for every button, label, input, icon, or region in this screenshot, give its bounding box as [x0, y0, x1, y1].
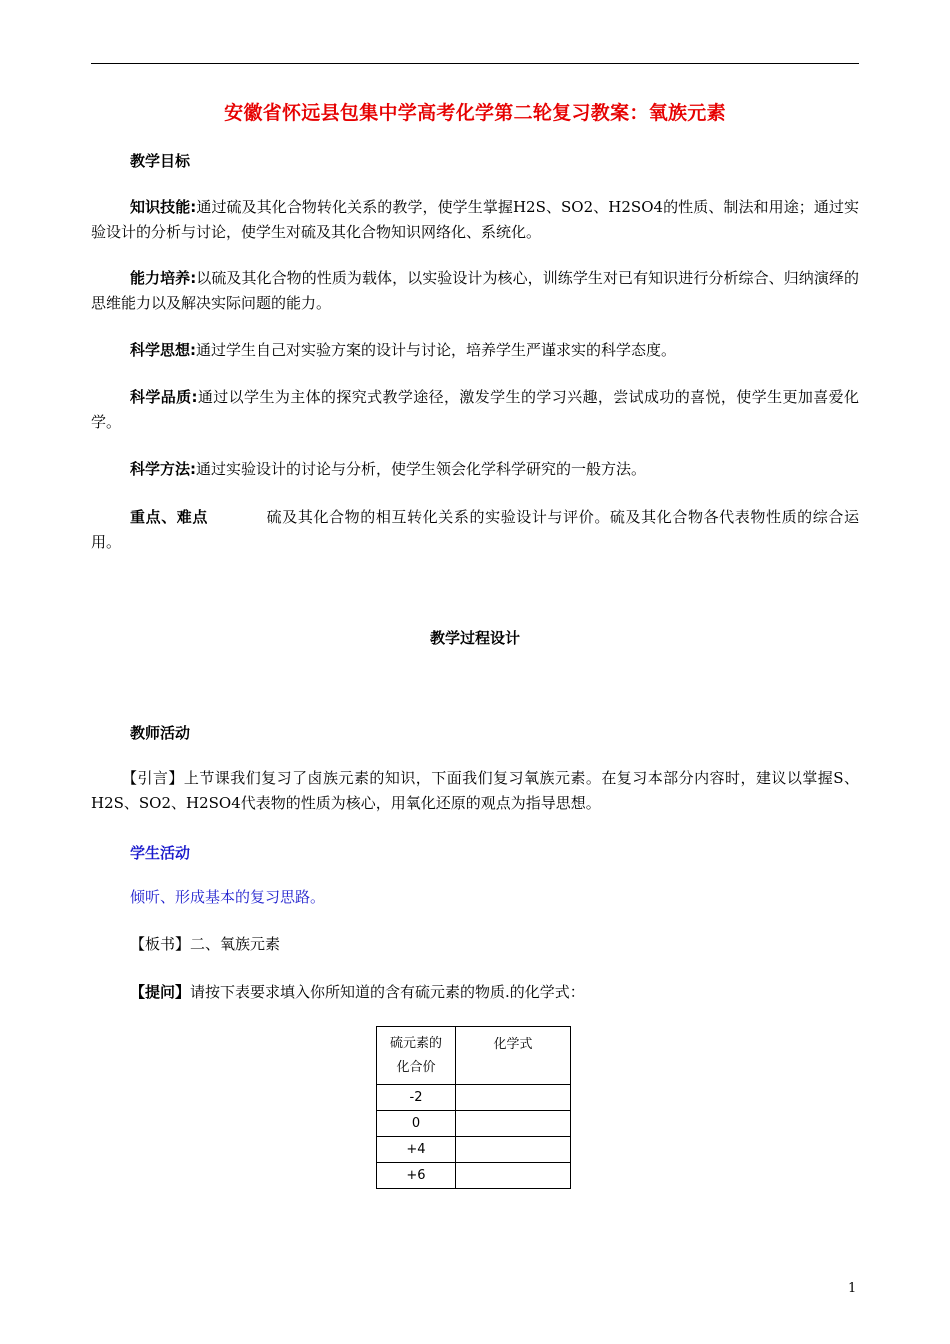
valence-header-cell	[377, 1027, 456, 1085]
formula-header-cell: 化学式	[456, 1027, 571, 1085]
goal-text: 以硫及其化合物的性质为载体，以实验设计为核心，训练学生对已有知识进行分析综合、归纳演绎的思维能力以及解决实际问题的能力。	[91, 269, 859, 312]
page-number: 1	[848, 1281, 857, 1296]
goal-text: 通过实验设计的讨论与分析，使学生领会化学科学研究的一般方法。	[196, 460, 647, 478]
valence-table	[376, 1026, 571, 1189]
page-title: 安徽省怀远县包集中学高考化学第二轮复习教案：氧族元素	[224, 102, 726, 124]
valence-cell: 0	[377, 1111, 456, 1137]
goal-ability	[91, 266, 859, 316]
goal-label: 知识技能:	[130, 198, 197, 216]
section-goals-heading: 教学目标	[130, 152, 191, 170]
header-rule	[91, 63, 859, 64]
question-text: 请按下表要求填入你所知道的含有硫元素的物质.的化学式：	[190, 983, 585, 1001]
key-points-label: 重点、难点	[130, 508, 209, 526]
key-points	[91, 505, 859, 555]
table-row	[377, 1111, 571, 1137]
valence-header-line: 化合价	[396, 1059, 436, 1075]
valence-cell: +4	[377, 1137, 456, 1163]
board-text: 二、氧族元素	[190, 935, 281, 953]
formula-cell[interactable]	[456, 1137, 571, 1163]
student-heading: 学生活动	[130, 844, 191, 862]
goal-label: 能力培养:	[130, 269, 197, 287]
goal-label: 科学思想:	[130, 341, 196, 359]
goal-label: 科学品质:	[130, 388, 198, 406]
formula-cell[interactable]	[456, 1111, 571, 1137]
goal-text: 通过学生自己对实验方案的设计与讨论，培养学生严谨求实的科学态度。	[196, 341, 677, 359]
goal-knowledge	[91, 195, 859, 245]
valence-cell: -2	[377, 1085, 456, 1111]
intro-paragraph	[91, 766, 859, 816]
board-line	[130, 932, 280, 957]
valence-header-line: 硫元素的	[389, 1035, 442, 1051]
question-label: 【提问】	[130, 983, 191, 1001]
goal-method	[130, 457, 646, 482]
board-label: 【板书】	[130, 935, 191, 953]
valence-cell: +6	[377, 1163, 456, 1189]
table-row	[377, 1163, 571, 1189]
student-text: 倾听、形成基本的复习思路。	[130, 888, 326, 906]
goal-quality	[91, 385, 859, 435]
process-heading: 教学过程设计	[429, 629, 520, 647]
table-row	[377, 1137, 571, 1163]
goal-text: 通过以学生为主体的探究式教学途径，激发学生的学习兴趣，尝试成功的喜悦，使学生更加喜爱化学。	[91, 388, 859, 431]
goal-label: 科学方法:	[130, 460, 196, 478]
goal-text: 通过硫及其化合物转化关系的教学，使学生掌握H2S、SO2、H2SO4的性质、制法和用途；通过实验设计的分析与讨论，使学生对硫及其化合物知识网络化、系统化。	[91, 198, 860, 241]
formula-cell[interactable]	[456, 1163, 571, 1189]
formula-cell[interactable]	[456, 1085, 571, 1111]
key-points-text: 硫及其化合物的相互转化关系的实验设计与评价。硫及其化合物各代表物性质的综合运用。	[91, 508, 859, 551]
intro-label: 【引言】	[122, 769, 184, 787]
goal-thinking	[130, 338, 676, 363]
table-header-row	[377, 1027, 571, 1085]
teacher-heading: 教师活动	[130, 724, 191, 742]
intro-text: 上节课我们复习了卤族元素的知识，下面我们复习氧族元素。在复习本部分内容时，建议以掌握S、H2S、SO2、H2SO4代表物的性质为核心，用氧化还原的观点为指导思想。	[91, 769, 859, 812]
table-row	[377, 1085, 571, 1111]
question-line	[130, 980, 585, 1005]
